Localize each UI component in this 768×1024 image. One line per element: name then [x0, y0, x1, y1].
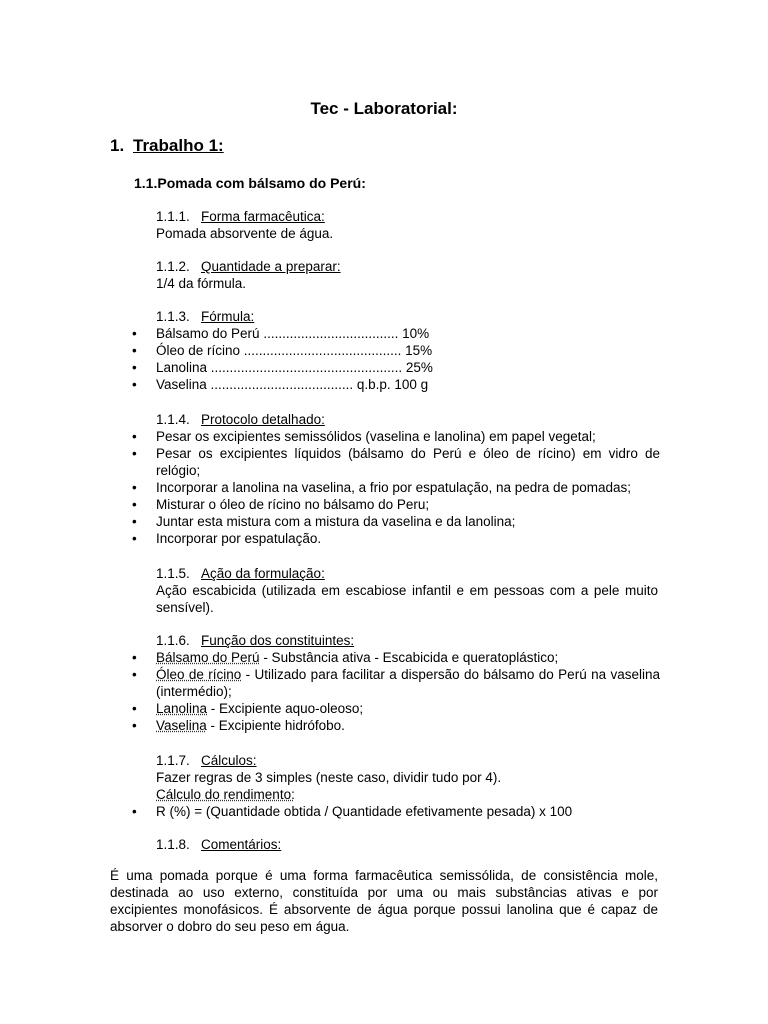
section-calculos-heading [156, 752, 658, 769]
list-item: • Vaselina - Excipiente hidrófobo. [130, 717, 660, 734]
section-acao-text: Ação escabicida (utilizada em escabiose infantil e em pessoas com a pele muito sensível). [156, 583, 658, 615]
section-calculos [156, 752, 658, 803]
list-item: • Óleo de rícino - Utilizado para facilitar a dispersão do bálsamo do Perú na vaselina (intermédio); [130, 666, 660, 700]
section-acao [156, 565, 658, 616]
subsection-number: 1.1. [134, 175, 158, 191]
section-forma-number: 1.1.1. [156, 209, 190, 224]
list-item: • Pesar os excipientes semissólidos (vaselina e lanolina) em papel vegetal; [130, 428, 660, 445]
section-funcao-number: 1.1.6. [156, 633, 190, 648]
section-protocolo-heading [156, 411, 658, 428]
formula-list [130, 325, 660, 393]
section-quantidade-heading [156, 258, 658, 275]
list-item: • Misturar o óleo de rícino no bálsamo do Peru; [130, 496, 660, 513]
section-comentarios-heading [156, 836, 658, 853]
section-protocolo-label: Protocolo detalhado: [201, 412, 325, 427]
section-forma [156, 208, 658, 242]
rendimento-label: Cálculo do rendimento: [156, 787, 295, 802]
section-protocolo-number: 1.1.4. [156, 412, 190, 427]
list-item: • Vaselina ...................................... q.b.p. 100 g [130, 376, 660, 393]
section-acao-heading [156, 565, 658, 582]
section-funcao-label: Função dos constituintes: [201, 633, 355, 648]
document-title: Tec - Laboratorial: [310, 99, 458, 118]
section-quantidade-number: 1.1.2. [156, 259, 190, 274]
section-funcao-heading [156, 632, 658, 649]
list-item: • Bálsamo do Perú - Substância ativa - Escabicida e queratoplástico; [130, 649, 660, 666]
section-forma-text: Pomada absorvente de água. [156, 226, 334, 241]
section-quantidade-label: Quantidade a preparar: [201, 259, 341, 274]
section-calculos-number: 1.1.7. [156, 753, 190, 768]
list-item: • Lanolina ................................................... 25% [130, 359, 660, 376]
section-heading [110, 137, 224, 154]
list-item: • Pesar os excipientes líquidos (bálsamo do Perú e óleo de rícino) em vidro de relógio; [130, 445, 660, 479]
list-item: • Lanolina - Excipiente aquo-oleoso; [130, 700, 660, 717]
list-item: • Óleo de rícino .......................................... 15% [130, 342, 660, 359]
list-item: • Juntar esta mistura com a mistura da vaselina e da lanolina; [130, 513, 660, 530]
section-formula-label: Fórmula: [201, 309, 255, 324]
subsection-heading [134, 175, 366, 192]
section-acao-number: 1.1.5. [156, 566, 190, 581]
section-comentarios-label: Comentários: [201, 837, 282, 852]
section-number: 1. [110, 136, 125, 155]
section-calculos-text: Fazer regras de 3 simples (neste caso, dividir tudo por 4). [156, 770, 502, 785]
comentarios-paragraph: É uma pomada porque é uma forma farmacêutica semissólida, de consistência mole, destinada ao uso externo, constituída por uma ou mais substâncias ativas e por excipientes monofásicos. É absorvente de água porque possui lanolina que é capaz de absorver o dobro do seu peso em água. [110, 868, 658, 934]
list-item: • Incorporar a lanolina na vaselina, a frio por espatulação, na pedra de pomadas; [130, 479, 660, 496]
list-item: • R (%) = (Quantidade obtida / Quantidade efetivamente pesada) x 100 [130, 803, 660, 820]
section-forma-heading [156, 208, 658, 225]
section-calculos-label: Cálculos: [201, 753, 257, 768]
protocolo-list [130, 428, 660, 547]
section-quantidade-text: 1/4 da fórmula. [156, 276, 247, 291]
section-label: Trabalho 1: [133, 136, 224, 155]
calculos-list [130, 803, 660, 820]
subsection-label: Pomada com bálsamo do Perú: [157, 175, 366, 191]
section-quantidade [156, 258, 658, 292]
section-forma-label: Forma farmacêutica: [201, 209, 325, 224]
section-formula-number: 1.1.3. [156, 309, 190, 324]
section-acao-label: Ação da formulação: [201, 566, 325, 581]
section-formula-heading [156, 308, 658, 325]
list-item: • Incorporar por espatulação. [130, 530, 660, 547]
section-comentarios-number: 1.1.8. [156, 837, 190, 852]
list-item: • Bálsamo do Perú .................................... 10% [130, 325, 660, 342]
funcao-list [130, 649, 660, 734]
